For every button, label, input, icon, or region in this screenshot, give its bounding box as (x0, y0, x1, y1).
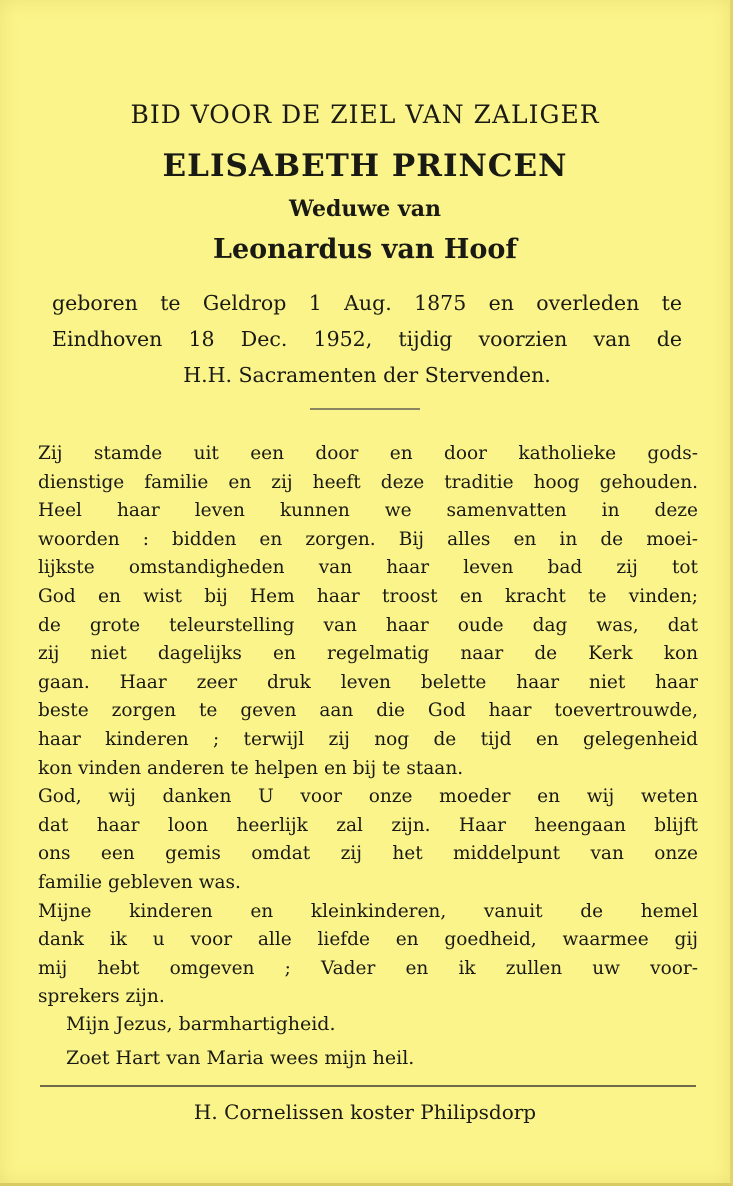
eulogy-line: Mijne kinderen en kleinkinderen, vanuit de hemel (38, 900, 698, 922)
dates-line: geboren te Geldrop 1 Aug. 1875 en overleden te (52, 291, 682, 315)
spouse-name: Leonardus van Hoof (213, 234, 517, 265)
dates-line: Eindhoven 18 Dec. 1952, tijdig voorzien van de (52, 327, 682, 351)
ornament-divider (310, 408, 420, 410)
eulogy-line: Zij stamde uit een door en door katholieke gods- (38, 443, 698, 464)
eulogy-line: God en wist bij Hem haar troost en kracht te vinden; (38, 585, 698, 607)
eulogy-line: Heel haar leven kunnen we samenvatten in deze (38, 500, 698, 522)
eulogy-line: dank ik u voor alle liefde en goedheid, waarmee gij (38, 929, 698, 951)
eulogy-line: kon vinden anderen te helpen en bij te staan. (38, 757, 464, 779)
eulogy-line: familie gebleven was. (38, 871, 241, 893)
eulogy-text (38, 440, 698, 1012)
invocation-line: Zoet Hart van Maria wees mijn heil. (66, 1047, 415, 1069)
eulogy-line: gaan. Haar zeer druk leven belette haar niet haar (38, 671, 698, 693)
dates-line: H.H. Sacramenten der Stervenden. (183, 363, 551, 387)
eulogy-line: lijkste omstandigheden van haar leven bad zij tot (38, 557, 698, 579)
eulogy-line: sprekers zijn. (38, 986, 165, 1008)
widow-of-label: Weduwe van (289, 196, 441, 222)
printer-credit: H. Cornelissen koster Philipsdorp (193, 1100, 537, 1124)
birth-death-paragraph (52, 285, 682, 393)
eulogy-line: mij hebt omgeven ; Vader en ik zullen uw voor- (38, 957, 698, 979)
eulogy-line: haar kinderen ; terwijl zij nog de tijd en gelegenheid (38, 728, 698, 750)
eulogy-line: ons een gemis omdat zij het middelpunt van onze (38, 843, 698, 865)
eulogy-line: dienstige familie en zij heeft deze traditie hoog gehouden. (38, 471, 698, 493)
invocation-line: Mijn Jezus, barmhartigheid. (66, 1013, 336, 1035)
deceased-name: ELISABETH PRINCEN (162, 148, 568, 184)
prayer-heading: BID VOOR DE ZIEL VAN ZALIGER (130, 100, 600, 129)
eulogy-line: beste zorgen te geven aan die God haar toevertrouwde, (38, 700, 698, 722)
footer-rule (40, 1085, 696, 1087)
eulogy-line: zij niet dagelijks en regelmatig naar de Kerk kon (38, 643, 698, 665)
eulogy-line: God, wij danken U voor onze moeder en wij weten (38, 786, 698, 808)
eulogy-line: woorden : bidden en zorgen. Bij alles en in de moei- (38, 528, 698, 550)
eulogy-line: dat haar loon heerlijk zal zijn. Haar heengaan blijft (38, 814, 698, 836)
eulogy-line: de grote teleurstelling van haar oude dag was, dat (38, 614, 698, 636)
invocations (66, 1007, 414, 1075)
